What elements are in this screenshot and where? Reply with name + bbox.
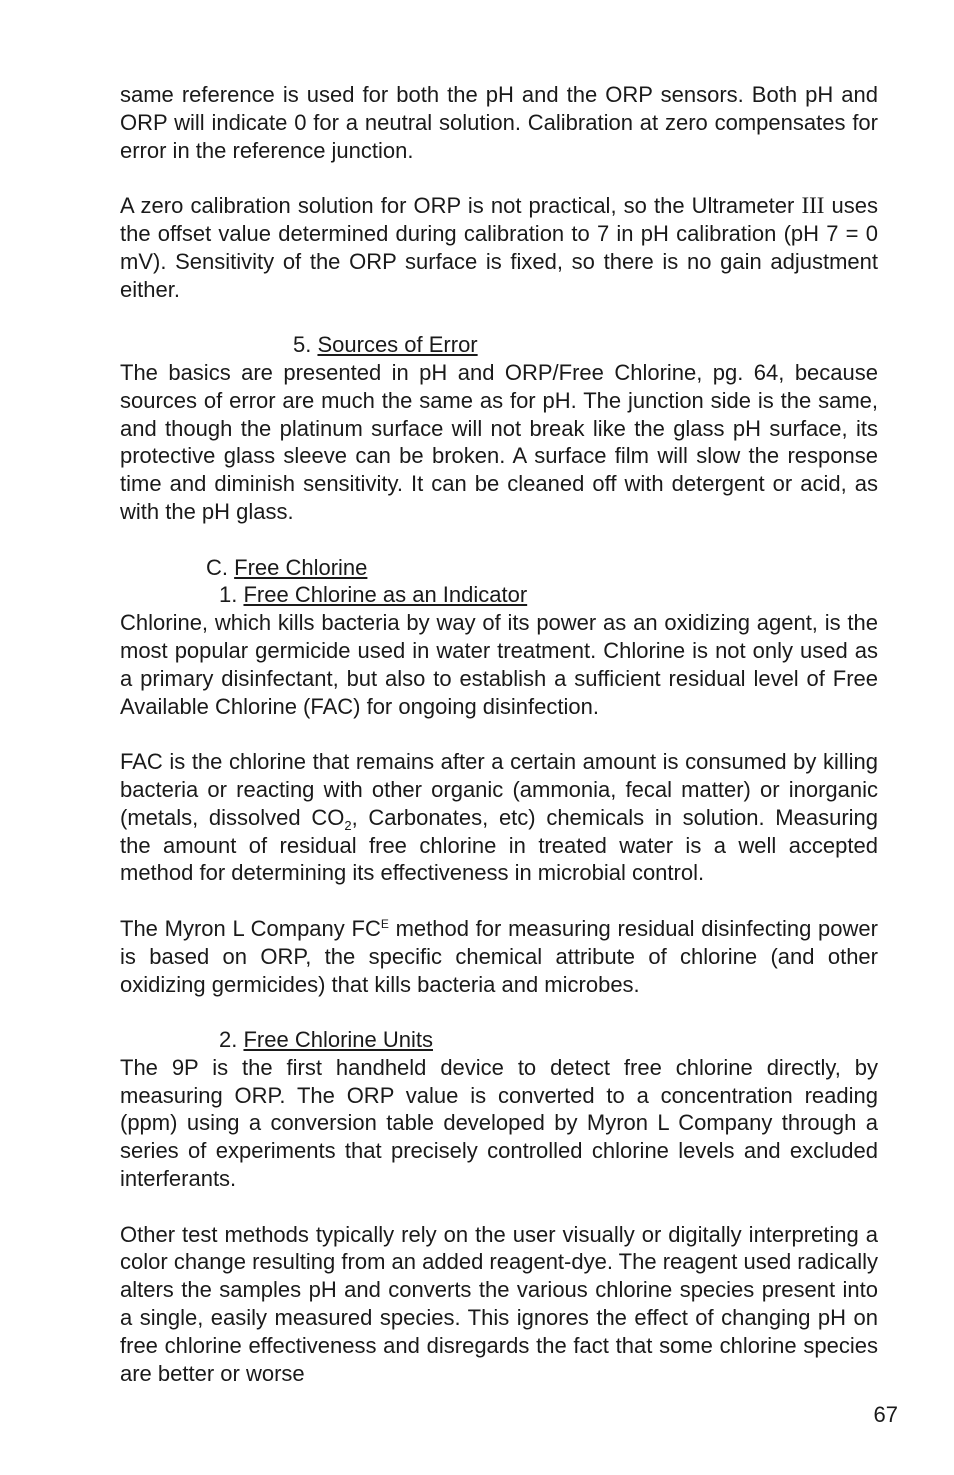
paragraph-other-methods: Other test methods typically rely on the user visually or digitally interpreting a color change resulting from an added reagent-dye. The reagent used radically alters the samples pH and converts the various chlorine species present into a single, easily measured species. This ignores the effect of changing pH on free chlorine effectiveness and disregards the fact that some chlorine species are better or worse bbox=[120, 1221, 878, 1386]
paragraph-zero-calibration-text-a: A zero calibration solution for ORP is not practical, so the Ultrameter bbox=[120, 193, 802, 219]
heading-sources-of-error bbox=[120, 331, 878, 359]
heading-title: Free Chlorine Units bbox=[243, 1027, 433, 1053]
co2-subscript: 2 bbox=[344, 817, 352, 833]
heading-title: Free Chlorine as an Indicator bbox=[243, 582, 528, 608]
paragraph-fce-text-a: The Myron L Company FC bbox=[120, 915, 381, 941]
paragraph-9p-device: The 9P is the first handheld device to detect free chlorine directly, by measuring ORP. The ORP value is converted to a concentration reading (ppm) using a conversion table developed by Myron L Company through a series of experiments that precisely controlled chlorine levels and excluded interferants. bbox=[120, 1054, 878, 1192]
page-number: 67 bbox=[873, 1402, 898, 1427]
paragraph-zero-calibration bbox=[120, 192, 878, 303]
heading-title: Sources of Error bbox=[317, 332, 478, 358]
heading-number: 2. bbox=[219, 1027, 244, 1053]
paragraph-zero-calibration-text-b: uses the offset value determined during calibration to 7 in pH calibration (pH 7 = 0 mV). Sensitivity of the ORP surface is fixed, so there is no gain adjustment either. bbox=[120, 193, 878, 302]
paragraph-sources-of-error: The basics are presented in pH and ORP/Free Chlorine, pg. 64, because sources of error are much the same as for pH. The junction side is the same, and though the platinum surface will not break like the glass pH surface, its protective glass sleeve can be broken. A surface film will slow the response time and diminish sensitivity. It can be cleaned off with detergent or acid, as with the pH glass. bbox=[120, 359, 878, 524]
heading-number: 1. bbox=[219, 582, 244, 608]
heading-free-chlorine bbox=[120, 554, 878, 582]
fce-superscript: E bbox=[380, 916, 389, 931]
heading-free-chlorine-indicator bbox=[120, 581, 878, 609]
ultrameter-numeral: III bbox=[801, 193, 825, 219]
heading-number: 5. bbox=[293, 332, 318, 358]
paragraph-fac-text-b: , Carbonates, etc) chemicals in solution. Measuring the amount of residual free chlorine in treated water is a well accepted method for determining its effectiveness in microbial control. bbox=[120, 804, 878, 886]
heading-title: Free Chlorine bbox=[234, 554, 368, 580]
heading-free-chlorine-units bbox=[120, 1026, 878, 1054]
paragraph-fac bbox=[120, 748, 878, 887]
heading-number: C. bbox=[206, 554, 235, 580]
paragraph-fce-method bbox=[120, 915, 878, 998]
paragraph-reference: same reference is used for both the pH and the ORP sensors. Both pH and ORP will indicate 0 for a neutral solution. Calibration at zero compensates for error in the reference junction. bbox=[120, 82, 878, 163]
paragraph-fac-text-a: FAC is the chlorine that remains after a certain amount is consumed by killing bacteria or reacting with other organic (ammonia, fecal matter) or inorganic (metals, dissolved CO bbox=[120, 749, 878, 830]
paragraph-chlorine-germicide: Chlorine, which kills bacteria by way of its power as an oxidizing agent, is the most popular germicide used in water treatment. Chlorine is not only used as a primary disinfectant, but also to establish a sufficient residual level of Free Available Chlorine (FAC) for ongoing disinfection. bbox=[120, 610, 878, 719]
paragraph-fce-text-b: method for measuring residual disinfecting power is based on ORP, the specific chemical attribute of chlorine (and other oxidizing germicides) that kills bacteria and microbes. bbox=[120, 915, 878, 997]
document-page bbox=[120, 81, 878, 1387]
